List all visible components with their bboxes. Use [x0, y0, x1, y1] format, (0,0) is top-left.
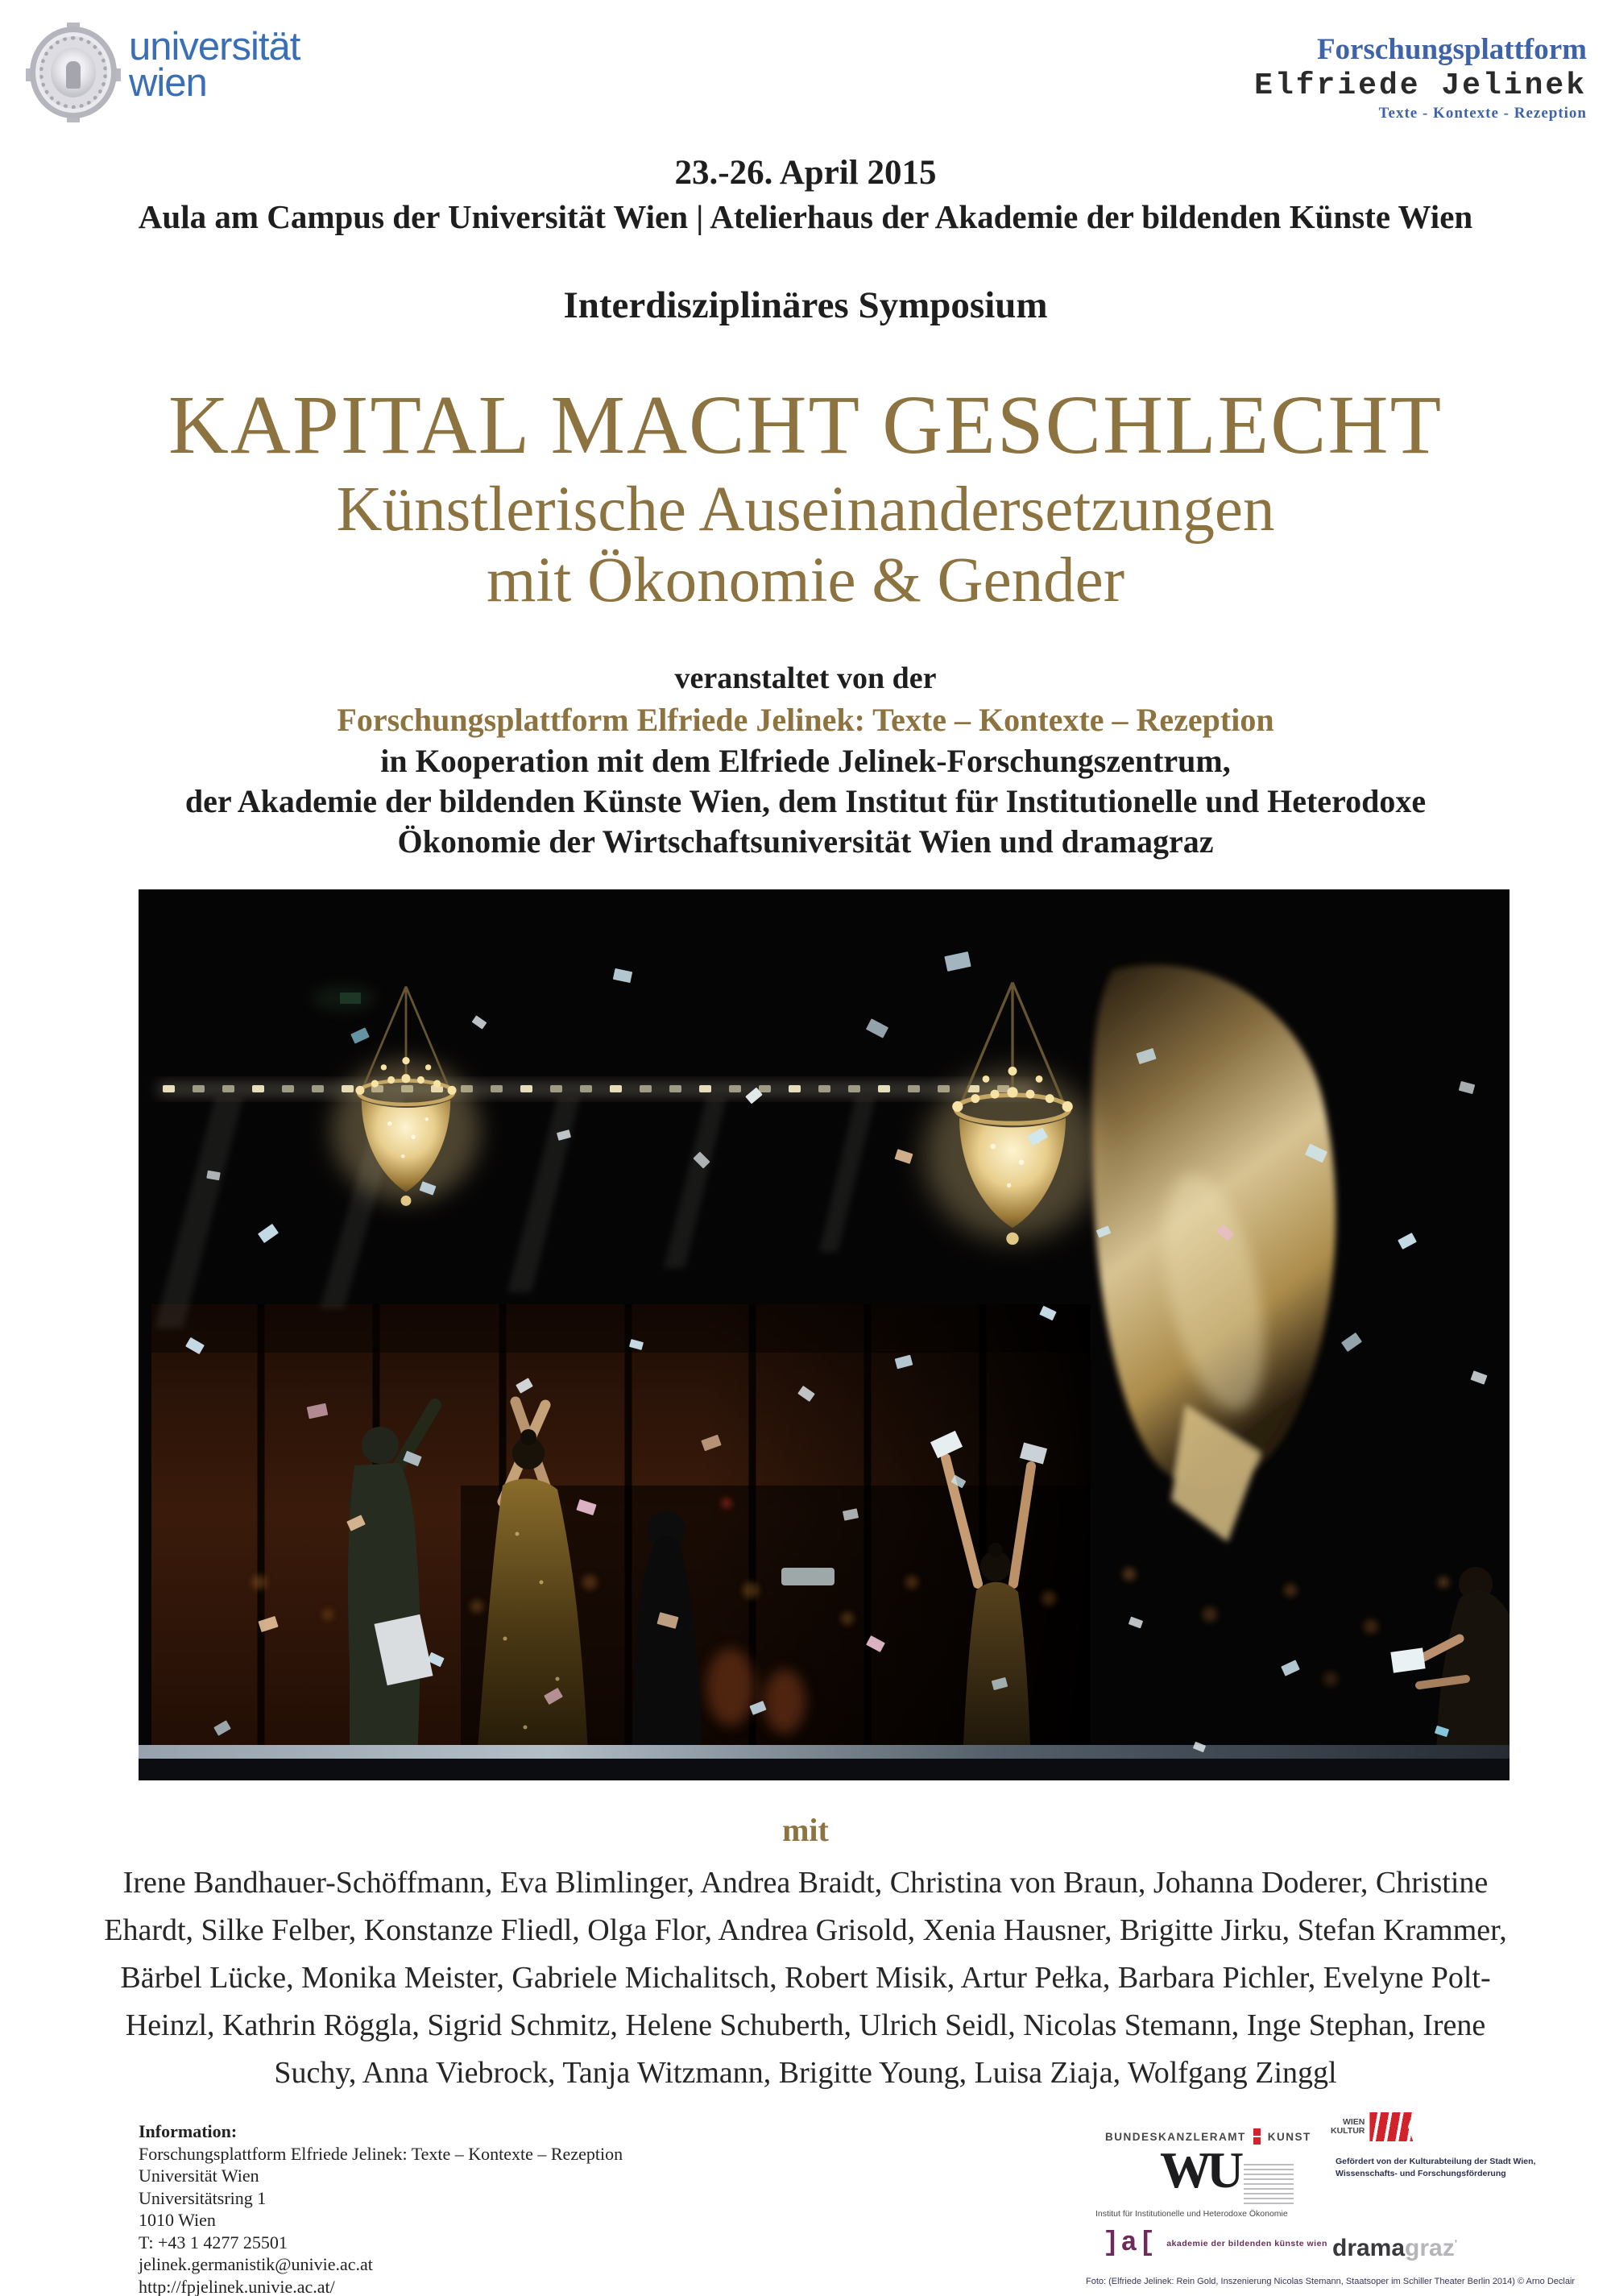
wien-kultur-logo [1331, 2112, 1413, 2141]
organizer-platform: Forschungsplattform Elfriede Jelinek: Texte – Kontexte – Rezeption [337, 702, 1274, 738]
wu-mark: WU [1160, 2141, 1240, 2199]
wood-wall [151, 1304, 1091, 1769]
akademie-label: akademie der bildenden künste wien [1166, 2239, 1327, 2248]
photo-credit: Foto: (Elfriede Jelinek: Rein Gold, Inszenierung Nicolas Stemann, Staatsoper im Schiller Theater Berlin 2014) © Arno Declair [1086, 2277, 1576, 2286]
stage-lights [158, 1083, 1036, 1096]
participants-line: Heinzl, Kathrin Röggla, Sigrid Schmitz, Helene Schuberth, Ulrich Seidl, Nicolas Stemann, Inge Stephan, Irene [125, 2008, 1486, 2042]
info-phone: T: +43 1 4277 25501 [139, 2232, 288, 2252]
information-block [139, 2120, 623, 2296]
info-website-link[interactable]: http://fpjelinek.univie.ac.at/ [139, 2276, 335, 2296]
bka-kunst-label: KUNST [1267, 2130, 1311, 2143]
participants-line: Ehardt, Silke Felber, Konstanze Fliedl, Olga Flor, Andrea Grisold, Xenia Hausner, Brigitte Jirku, Stefan Krammer, [104, 1913, 1507, 1947]
uni-wien-logo-line1: universität [129, 25, 300, 68]
funding-line1: Gefördert von der Kulturabteilung der Stadt Wien, [1336, 2157, 1536, 2166]
wu-institute-label: Institut für Institutionelle und Heterodoxe Ökonomie [1095, 2209, 1288, 2219]
platform-jelinek: Elfriede Jelinek [1254, 68, 1587, 103]
stage-edge [139, 1745, 1510, 1759]
stage-photo-art [139, 889, 1510, 1780]
uni-wien-logo [129, 25, 300, 105]
info-university: Universität Wien [139, 2165, 259, 2186]
participants-line: Suchy, Anna Viebrock, Tanja Witzmann, Brigitte Young, Luisa Ziaja, Wolfgang Zinggl [274, 2056, 1337, 2090]
cooperation-line1: in Kooperation mit dem Elfriede Jelinek-Forschungszentrum, [380, 743, 1231, 779]
stage-front [139, 1759, 1510, 1780]
event-date: 23.-26. April 2015 [674, 154, 937, 192]
platform-subline: Texte - Kontexte - Rezeption [1378, 105, 1587, 122]
stage-photo [139, 889, 1510, 1780]
bka-label: BUNDESKANZLERAMT [1105, 2130, 1246, 2143]
akademie-mark: ]a[ [1103, 2228, 1158, 2259]
funding-line2: Wissenschafts- und Forschungsförderung [1336, 2169, 1506, 2178]
info-email-link[interactable]: jelinek.germanistik@univie.ac.at [139, 2254, 373, 2274]
bka-red-squares-icon [1253, 2128, 1261, 2145]
wien-kultur-flag-icon [1369, 2112, 1413, 2141]
funding-note [1336, 2156, 1535, 2180]
platform-name: Forschungsplattform [1316, 33, 1587, 66]
wu-microtext [1244, 2164, 1294, 2207]
dramagraz-logo: dramagraz’ [1332, 2235, 1458, 2261]
information-heading: Information: [139, 2121, 238, 2141]
uni-wien-logo-line2: wien [129, 61, 207, 105]
wu-logo [1160, 2141, 1294, 2207]
akademie-logo [1103, 2230, 1327, 2257]
info-platform: Forschungsplattform Elfriede Jelinek: Texte – Kontexte – Rezeption [139, 2143, 623, 2164]
event-kind: Interdisziplinäres Symposium [563, 284, 1048, 326]
poster-title-line2: Künstlerische Auseinandersetzungen [336, 475, 1275, 545]
organized-by: veranstaltet von der [674, 661, 937, 695]
participants-line: Bärbel Lücke, Monika Meister, Gabriele Michalitsch, Robert Misik, Artur Pełka, Barbara Pichler, Evelyne Polt- [120, 1961, 1491, 1995]
info-street: Universitätsring 1 [139, 2187, 267, 2208]
cooperation-line2: der Akademie der bildenden Künste Wien, dem Institut für Institutionelle und Heterodoxe [184, 783, 1427, 819]
event-venues: Aula am Campus der Universität Wien | Atelierhaus der Akademie der bildenden Künste Wien [138, 198, 1473, 235]
research-platform-logo [1254, 32, 1587, 122]
participants-list [0, 1859, 1611, 2097]
info-city: 1010 Wien [139, 2210, 216, 2230]
cooperation-line3: Ökonomie der Wirtschaftsuniversität Wien und dramagraz [397, 823, 1214, 860]
participants-intro: mit [782, 1812, 829, 1848]
dramagraz-mark-icon: ’ [1454, 2238, 1458, 2249]
university-seal-icon [26, 23, 121, 122]
participants-line: Irene Bandhauer-Schöffmann, Eva Blimlinger, Andrea Braidt, Christina von Braun, Johanna Doderer, Christine [122, 1866, 1489, 1900]
poster-title-line1: KAPITAL MACHT GESCHLECHT [168, 379, 1443, 471]
poster-title-line3: mit Ökonomie & Gender [486, 545, 1125, 615]
wien-kultur-label: WIEN KULTUR [1331, 2117, 1365, 2136]
stand-light [781, 1568, 834, 1585]
